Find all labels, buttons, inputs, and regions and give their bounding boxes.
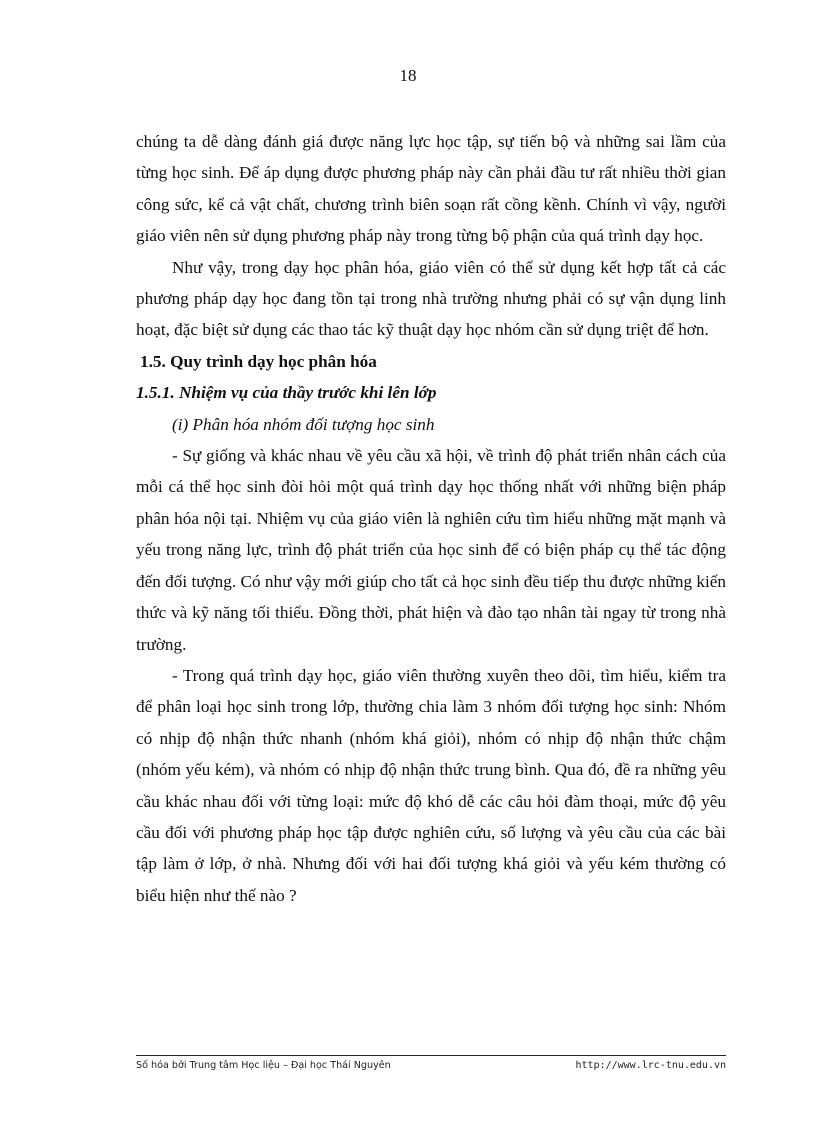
footer-url: http://www.lrc-tnu.edu.vn bbox=[575, 1060, 726, 1071]
document-body bbox=[136, 126, 726, 911]
paragraph-student-differences: - Sự giống và khác nhau về yêu cầu xã hội, về trình độ phát triển nhân cách của mỗi cá thể học sinh đòi hỏi một quá trình dạy học thống nhất với những biện pháp phân hóa nội tại. Nhiệm vụ của giáo viên là nghiên cứu tìm hiểu những mặt mạnh và yếu trong năng lực, trình độ phát triển của học sinh để có biện pháp cụ thể tác động đến đối tượng. Có như vậy mới giúp cho tất cả học sinh đều tiếp thu được những kiến thức và kỹ năng tối thiểu. Đồng thời, phát hiện và đào tạo nhân tài ngay từ trong nhà trường. bbox=[136, 446, 726, 654]
page-footer bbox=[136, 1055, 726, 1071]
footer-source: Số hóa bởi Trung tâm Học liệu – Đại học Thái Nguyên bbox=[136, 1060, 391, 1071]
item-heading: (i) Phân hóa nhóm đối tượng học sinh bbox=[172, 414, 435, 434]
page-number: 18 bbox=[399, 66, 417, 85]
paragraph-continued-methods: chúng ta dễ dàng đánh giá được năng lực học tập, sự tiến bộ và những sai lầm của từng học sinh. Để áp dụng được phương pháp này cần phải đầu tư rất nhiều thời gian công sức, kể cả vật chất, chương trình biên soạn rất cồng kềnh. Chính vì vậy, người giáo viên nên sử dụng phương pháp này trong từng bộ phận của quá trình dạy học. bbox=[136, 132, 726, 246]
subsection-heading: 1.5.1. Nhiệm vụ của thầy trước khi lên lớp bbox=[136, 383, 437, 403]
section-heading: 1.5. Quy trình dạy học phân hóa bbox=[140, 351, 377, 371]
paragraph-summary: Như vậy, trong dạy học phân hóa, giáo viên có thể sử dụng kết hợp tất cả các phương pháp dạy học đang tồn tại trong nhà trường nhưng phải có sự vận dụng linh hoạt, đặc biệt sử dụng các thao tác kỹ thuật dạy học nhóm cần sử dụng triệt để hơn. bbox=[136, 257, 726, 340]
paragraph-student-grouping: - Trong quá trình dạy học, giáo viên thường xuyên theo dõi, tìm hiểu, kiểm tra để phân loại học sinh trong lớp, thường chia làm 3 nhóm đối tượng học sinh: Nhóm có nhịp độ nhận thức nhanh (nhóm khá giỏi), nhóm có nhịp độ nhận thức chậm (nhóm yếu kém), và nhóm có nhịp độ nhận thức trung bình. Qua đó, đề ra những yêu cầu khác nhau đối với từng loại: mức độ khó dễ các câu hỏi đàm thoại, mức độ yêu cầu đối với phương pháp học tập được nghiên cứu, số lượng và yêu cầu của các bài tập làm ở lớp, ở nhà. Nhưng đối với hai đối tượng khá giỏi và yếu kém thường có biểu hiện như thế nào ? bbox=[136, 665, 726, 905]
